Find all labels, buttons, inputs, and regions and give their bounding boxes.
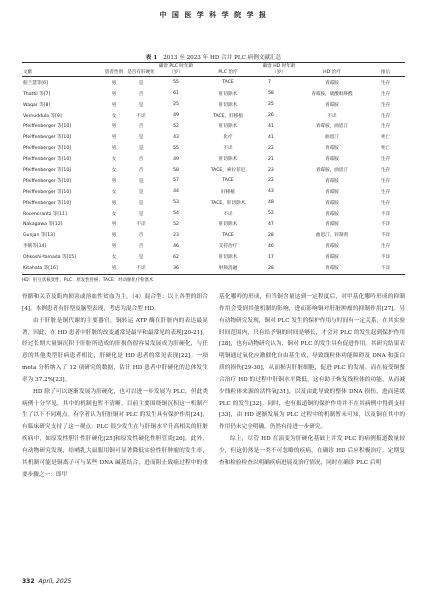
table-row: [22, 241, 405, 252]
table-cell: Thattil 等[7]: [23, 91, 51, 97]
table-cell: 43: [268, 189, 274, 195]
table-cell: Rosencrantz 等[11]: [23, 211, 67, 217]
table-cell: 女: [111, 189, 117, 195]
table-cell: 是: [138, 255, 144, 261]
table-cell: 曲恩汀，锌制剂: [315, 233, 349, 239]
table-row: [22, 143, 405, 154]
table-cell: 青霉胺: [325, 146, 339, 152]
table-cell: 肝移植: [221, 189, 235, 195]
table-cell: 青霉胺: [325, 80, 339, 86]
table-cell: 28: [268, 232, 274, 238]
table-cell: 46: [173, 243, 179, 249]
table-cell: Pfeiffenberger 等[10]: [23, 135, 72, 141]
table-cell: 生存: [380, 168, 391, 174]
table-cell: 生存: [380, 80, 391, 86]
table-cell: 62: [173, 254, 179, 260]
table-header-cell: PLC 治疗: [196, 63, 260, 77]
table-cell: 是: [138, 102, 144, 108]
table-cell: Waqar 等[8]: [23, 102, 51, 108]
table-row: [22, 77, 405, 88]
table-row: [22, 197, 405, 208]
table-cell: 男: [111, 135, 117, 141]
table-cell: 女: [111, 168, 117, 174]
table-cell: 61: [173, 91, 179, 97]
table-cell: 生存: [380, 189, 391, 195]
table-cell: 17: [268, 254, 274, 260]
table-cell: 46: [268, 243, 274, 249]
table-cell: 52: [173, 221, 179, 227]
table-cell: 25: [268, 102, 274, 108]
table-cell: 不详: [136, 222, 146, 228]
table-cell: 生存: [380, 200, 391, 206]
table-row: [22, 99, 405, 110]
table-cell: 28: [260, 263, 298, 274]
table-cell: 支持治疗: [218, 244, 238, 250]
table-cell: 佃兰慧等[6]: [23, 80, 48, 86]
table-cell: 青霉胺: [325, 244, 339, 250]
table-row: [22, 252, 405, 263]
table-cell: 青霉胺: [325, 189, 339, 195]
table-note: HD：肝豆状核变性；PLC：原发性肝癌；TACE：经动脉化疗栓塞术: [22, 278, 154, 283]
table-cell: 不详: [380, 222, 391, 228]
table-number: 表 1: [145, 55, 158, 61]
table-row: [22, 88, 405, 99]
table-cell: 肝切除术: [218, 124, 238, 130]
table-cell: 是: [138, 178, 144, 184]
table-cell: 52: [173, 123, 179, 129]
table-cell: 52: [268, 211, 274, 217]
table-cell: 肝切除术: [218, 102, 238, 108]
table-cell: 男: [111, 91, 117, 97]
table-cell: 48: [268, 200, 274, 206]
table-cell: 不详: [380, 233, 391, 239]
table-cell: 男: [102, 263, 126, 274]
table-caption: [0, 53, 427, 61]
table-cell: 青霉胺: [325, 255, 339, 261]
paragraph: 由于肝脏是铜代谢的主要器官，铜转运 ATP 酶在肝脏内的表达最显著，因此，在 HD 患者中肝脏的改变通常是最早和最常见的表现[20-21]。经过长期大量铜沉积于肝脏所造成的肝损伤很容易发展成为肝硬化，与任意的其他类型肝病患者相比，肝硬化是 HD 患者的常见表现[22]。一项 meta 分析纳入了 12 项研究的数据，估计 HD 患者中肝硬化的总体发生率为 37.2%[23]。: [22, 317, 208, 383]
table-row: [22, 208, 405, 219]
table-cell: 不详: [223, 211, 233, 217]
table-row: [22, 121, 405, 132]
table-cell: 7: [268, 80, 271, 86]
table-cell: Pfeiffenberger 等[10]: [23, 124, 72, 130]
table-cell: 不详: [126, 263, 156, 274]
table-cell: 生存: [380, 244, 391, 250]
table-cell: 22: [268, 145, 274, 151]
table-cell: 青霉胺，曲恩汀: [315, 124, 349, 130]
table-header-cell: 是否有肝硬化: [126, 63, 156, 77]
table-cell: 肝切除术: [218, 91, 238, 97]
table-cell: 曲恩汀: [325, 135, 339, 141]
table-cell: 26: [268, 113, 274, 119]
table-header-cell: 文献: [22, 63, 102, 77]
table-cell: 生存: [380, 102, 391, 108]
table-cell: Pfeiffenberger 等[10]: [23, 146, 72, 152]
table-cell: 58: [268, 91, 274, 97]
table-cell: 青霉胺: [325, 178, 339, 184]
table-cell: 22: [268, 178, 274, 184]
table-cell: TACE: [222, 80, 234, 86]
table-cell: 43: [173, 134, 179, 140]
table-cell: 青霉胺，曲恩汀: [315, 168, 349, 174]
table-cell: 男: [111, 146, 117, 152]
table-cell: Gunjan 等[13]: [23, 233, 55, 239]
table-cell: 否: [138, 157, 144, 163]
table-cell: 李鹤等[14]: [23, 244, 47, 250]
table-cell: Vernuddula 等[9]: [23, 113, 62, 119]
table-title: 2013 至 2023 年 HD 合并 PLC 病例文献汇总: [163, 55, 282, 61]
left-text-column: [22, 292, 208, 554]
table-cell: TACE: [222, 178, 234, 184]
table-cell: 生存: [380, 91, 391, 97]
table-row: [22, 219, 405, 230]
table-cell: 女: [111, 255, 117, 261]
table-cell: 47: [268, 221, 274, 227]
table-cell: 23: [173, 232, 179, 238]
table-cell: 36: [156, 263, 196, 274]
table-cell: 不详: [380, 255, 391, 261]
page-footer: [22, 578, 71, 585]
table-cell: Pfeiffenberger 等[10]: [23, 178, 72, 184]
table-cell: 男: [111, 102, 117, 108]
table-cell: 否: [138, 168, 144, 174]
paragraph: 综上，尽管 HD 在演变为肝硬化基础上并发 PLC 的病例报道数量较少，但这仍然是一类不可忽略的疾病，在确诊 HD 后应积极治疗，定期复查和检验检查以明确疾病进展及治疗情况，同时在确诊 PLC 后明: [219, 436, 405, 466]
case-table: [22, 62, 405, 275]
table-cell: 是: [138, 200, 144, 206]
table-cell: 生存: [380, 157, 391, 163]
table-cell: 射频消融: [196, 263, 260, 274]
table-cell: 女: [111, 113, 117, 119]
table-cell: 肝切除术: [218, 157, 238, 163]
table-header-row: [22, 63, 405, 77]
table-cell: TACE，肝移植: [213, 113, 243, 119]
table-cell: TACE，肝切除术: [210, 200, 246, 206]
table-cell: 是: [138, 80, 144, 86]
page-number: 332: [22, 578, 35, 585]
table-header-cell: HD 治疗: [298, 63, 366, 77]
table-cell: 是: [138, 211, 144, 217]
table-cell: 25: [173, 102, 179, 108]
table-cell: 53: [173, 200, 179, 206]
table-cell: Kitahata 等[16]: [22, 263, 102, 274]
table-cell: 男: [111, 80, 117, 86]
table-cell: 青霉胺: [298, 263, 366, 274]
paragraph: HD 除了可以逐渐发展为肝硬化，也可以进一步发展为 PLC，但此类病例十分罕见，其中的机制也暂不清晰。目前主要围绕铜沉积这一机制产生了以下不同观点。有学者认为肝脏铜对 PLC 的发生具有保护作用[24]，有临床研究支持了这一观点：PLC 很少发生在与肝铜水平升高相关的肝脏疾病中，如原发性胆汁性肝硬化[25]和原发性硬化性胆管炎[26]。此外，有动物研究发现，给哺乳大鼠服用铜可显著降低实验性肝肿瘤的发生率，其机制可能是铜离子可与某些 DNA 碱基结合，进而阻止致癌过程中的重要步骤之一：即甲: [22, 388, 208, 478]
table-row: [22, 165, 405, 176]
table-cell: 青霉胺: [325, 157, 339, 163]
table-cell: 49: [173, 156, 179, 162]
table-cell: 肝切除术: [218, 255, 238, 261]
table-cell: 死亡: [380, 146, 391, 152]
table-cell: 不详: [366, 263, 405, 274]
table-cell: 化疗: [223, 135, 233, 141]
table-cell: 41: [268, 134, 274, 140]
table-cell: 肝切除术: [218, 222, 238, 228]
table-cell: 是: [138, 189, 144, 195]
table-cell: 不详: [136, 113, 146, 119]
paragraph: 基化哪吟的形成，但当铜含量达到一定程度后，对甲基化哪吟形成的抑制作用会受到其他机制的影响，进而影响铜对肝脏肿瘤的抑制作用[27]。另有动物研究发现，铜对 PLC 发生的保护作用与时间有一定关系，在其实验时间范围内，只有给予铜的时间是够长，才会对 PLC 的发生起到保护作用[28]，也有动物研究认为，铜对 PLC 的发生具有促进作用。其研究结果表明铜通过氧化应激催化自由基生成，导致线粒体功能障碍及 DNA 和蛋白质的损伤[29-30]，从而损害肝脏细胞，促进 PLC 的发展。而在接受铜螯合治疗 HD 的过程中肝铜水平降低，这有助于恢复线粒体的功能，从而减少线粒体来源的活性氧[31]，以及由此导致的整体 DNA 损伤，进而延缓 PLC 的发生[32]。同时，也有报道铜的保护作用并不在其病例中得到支持[33]，由 HD 逐渐发展为 PLC 过程中的机制暂未可知，以及铜在其中的作用仍未完全明确，仍然有待进一步研究。: [219, 294, 405, 431]
table-cell: 男: [111, 233, 117, 239]
table-cell: 青霉胺: [325, 211, 339, 217]
table-cell: Ohkoshi-Yamada 等[15]: [23, 255, 77, 261]
table-cell: 不详: [223, 146, 233, 152]
table-cell: 21: [268, 156, 274, 162]
table-cell: 23: [268, 167, 274, 173]
table-cell: 女: [111, 157, 117, 163]
table-cell: 57: [173, 178, 179, 184]
table-cell: 否: [138, 91, 144, 97]
table-cell: 男: [111, 200, 117, 206]
table-cell: 男: [111, 222, 117, 228]
table-row: [22, 230, 405, 241]
table-row: [22, 110, 405, 121]
table-row: [22, 186, 405, 197]
table-cell: Pfeiffenberger 等[10]: [23, 157, 72, 163]
table-cell: 青霉胺: [325, 200, 339, 206]
table-cell: 女: [111, 211, 117, 217]
table-cell: Pfeiffenberger 等[10]: [23, 200, 72, 206]
table-cell: 否: [138, 233, 144, 239]
table-row: [22, 132, 405, 143]
table-cell: 青霉胺，硫酸吡哆醛: [311, 91, 353, 97]
table-cell: 49: [173, 113, 179, 119]
table-cell: 是: [138, 146, 144, 152]
table-cell: 不详: [380, 211, 391, 217]
table-row: [22, 175, 405, 186]
table-cell: 生存: [380, 178, 391, 184]
table-cell: Pfeiffenberger 等[10]: [23, 168, 72, 174]
table-cell: 44: [173, 189, 179, 195]
table-cell: 否: [138, 124, 144, 130]
table-cell: 生存: [380, 113, 391, 119]
table-cell: 不详: [327, 113, 337, 119]
table-cell: TACE: [222, 232, 234, 238]
table-cell: 男: [111, 178, 117, 184]
journal-title: 中 国 医 学 科 学 院 学 报: [159, 10, 268, 19]
table-cell: Pfeiffenberger 等[10]: [23, 189, 72, 195]
table-cell: 是: [138, 135, 144, 141]
right-text-column: [219, 292, 405, 554]
table-cell: 青霉胺: [325, 222, 339, 228]
table-cell: 41: [268, 123, 274, 129]
table-cell: 55: [173, 80, 179, 86]
issue-date: April, 2025: [38, 578, 72, 585]
table-header-cell: 确诊 PLC 时年龄（岁）: [156, 63, 196, 77]
table-cell: 男: [111, 244, 117, 250]
table-header-cell: 预后: [366, 63, 405, 77]
table-row: [22, 154, 405, 165]
table-cell: TACE，索拉菲尼: [210, 168, 246, 174]
table-cell: 死亡: [380, 135, 391, 141]
table-cell: 青霉胺: [325, 102, 339, 108]
table-cell: 58: [173, 167, 179, 173]
paragraph: 骨骼和关节及肌肉损害或溶血性贫血为主。（4）混合型：以上各型的组合[4]。本例患者有肝型及脑型表现，考虑为混合型 HD。: [22, 294, 208, 312]
table-cell: 男: [111, 124, 117, 130]
table-header-cell: 患者性别: [102, 63, 126, 77]
table-row: [22, 263, 405, 274]
table-cell: 55: [173, 145, 179, 151]
table-cell: 生存: [380, 124, 391, 130]
table-header-cell: 确诊 HD 时年龄（岁）: [260, 63, 298, 77]
table-cell: 否: [138, 244, 144, 250]
table-cell: Nakagawa 等[12]: [23, 222, 63, 228]
table-cell: 54: [173, 211, 179, 217]
